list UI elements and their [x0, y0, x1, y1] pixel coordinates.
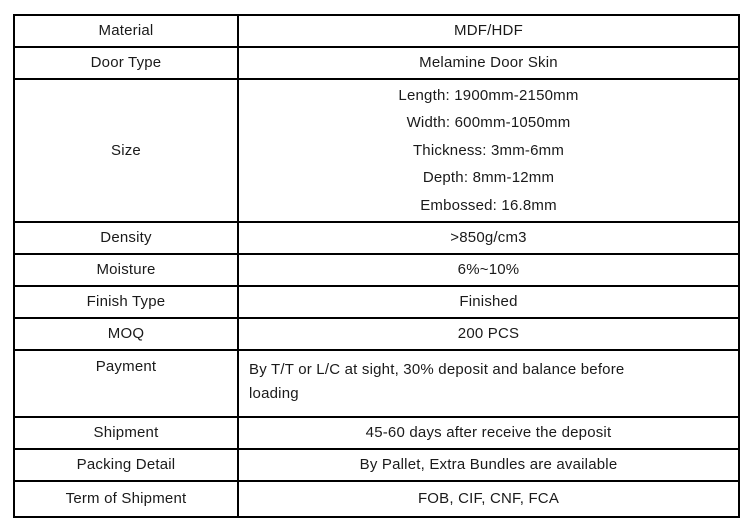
density-label: Density — [14, 222, 238, 254]
row-size — [14, 79, 739, 222]
row-moisture — [14, 254, 739, 286]
row-packing-detail — [14, 449, 739, 481]
size-line-length: Length: 1900mm-2150mm — [398, 87, 579, 104]
row-material — [14, 15, 739, 47]
size-line-embossed: Embossed: 16.8mm — [420, 196, 557, 214]
size-line-width: Width: 600mm-1050mm — [406, 114, 571, 132]
row-density — [14, 222, 739, 254]
row-shipment — [14, 417, 739, 449]
row-finish-type — [14, 286, 739, 318]
size-line-thickness: Thickness: 3mm-6mm — [412, 141, 565, 159]
row-payment — [14, 350, 739, 417]
density-value: >850g/cm3 — [238, 222, 739, 254]
moq-value: 200 PCS — [238, 318, 739, 350]
moisture-value: 6%~10% — [238, 254, 739, 286]
payment-label: Payment — [14, 350, 238, 417]
row-moq — [14, 318, 739, 350]
row-term-of-shipment — [14, 481, 739, 517]
finish-type-value: Finished — [238, 286, 739, 318]
row-door-type — [14, 47, 739, 79]
door-type-label: Door Type — [14, 47, 238, 79]
finish-type-label: Finish Type — [14, 286, 238, 318]
packing-detail-label: Packing Detail — [14, 449, 238, 481]
spec-table-container — [13, 14, 740, 518]
payment-value — [238, 350, 739, 417]
product-spec-table — [13, 14, 740, 518]
size-value — [238, 79, 739, 222]
payment-line-1: By T/T or L/C at sight, 30% deposit and balance before — [249, 361, 625, 379]
material-label: Material — [14, 15, 238, 47]
shipment-value: 45-60 days after receive the deposit — [238, 417, 739, 449]
packing-detail-value: By Pallet, Extra Bundles are available — [238, 449, 739, 481]
term-of-shipment-value: FOB, CIF, CNF, FCA — [238, 481, 739, 517]
size-label: Size — [14, 79, 238, 222]
size-line-depth: Depth: 8mm-12mm — [422, 169, 555, 187]
moq-label: MOQ — [14, 318, 238, 350]
term-of-shipment-label: Term of Shipment — [14, 481, 238, 517]
door-type-value: Melamine Door Skin — [238, 47, 739, 79]
shipment-label: Shipment — [14, 417, 238, 449]
moisture-label: Moisture — [14, 254, 238, 286]
payment-line-2: loading — [249, 384, 299, 402]
material-value: MDF/HDF — [238, 15, 739, 47]
